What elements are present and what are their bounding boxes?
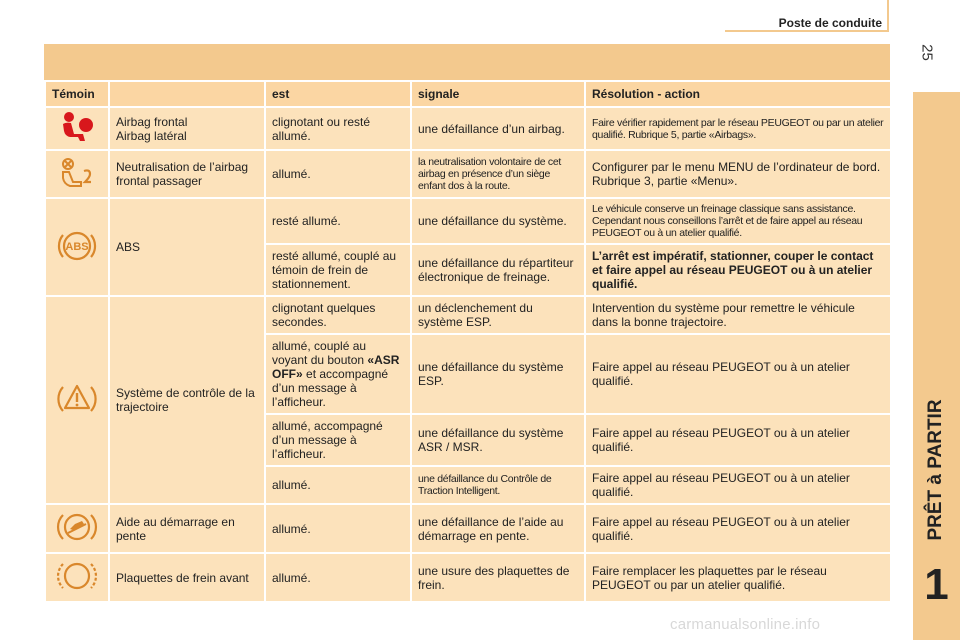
abs-signale-2: une défaillance du répartiteur électronique de freinage. (411, 244, 585, 296)
passenger-airbag-cell (45, 150, 109, 198)
stability-control-warning-icon (55, 377, 99, 421)
esp-signale-2: une défaillance du système ESP. (411, 334, 585, 414)
passenger-airbag-off-icon (57, 156, 97, 190)
side-tab-label: PRÊT à PARTIR (925, 399, 946, 541)
brake-pads-icon (55, 556, 99, 596)
esp-resolution-3: Faire appel au réseau PEUGEOT ou à un atelier qualifié. (585, 414, 891, 466)
abs-name: ABS (109, 198, 265, 296)
brake-pads-est: allumé. (265, 553, 411, 602)
esp-signale-4: une défaillance du Contrôle de Traction Intelligent. (411, 466, 585, 504)
table-row-airbag (45, 107, 891, 150)
esp-asr-off-label: «ASR OFF» (272, 353, 400, 381)
esp-signale-1: un déclenchement du système ESP. (411, 296, 585, 334)
esp-cell (45, 296, 109, 504)
abs-est-1: resté allumé. (265, 198, 411, 244)
esp-est-3: allumé, accompagné d’un message à l’afficheur. (265, 414, 411, 466)
header-blank (109, 81, 265, 107)
header-rule (725, 30, 887, 32)
brake-pads-cell (45, 553, 109, 602)
abs-resolution-2: L’arrêt est impératif, stationner, couper le contact et faire appel au réseau PEUGEOT ou à un atelier qualifié. (585, 244, 891, 296)
header-vertical-rule (887, 0, 889, 32)
table-header-row (45, 81, 891, 107)
brake-pads-signale: une usure des plaquettes de frein. (411, 553, 585, 602)
hill-start-signale: une défaillance de l’aide au démarrage en pente. (411, 504, 585, 553)
passenger-airbag-est: allumé. (265, 150, 411, 198)
passenger-airbag-name: Neutralisation de l’airbag frontal passager (109, 150, 265, 198)
esp-name: Système de contrôle de la trajectoire (109, 296, 265, 504)
passenger-airbag-signale: la neutralisation volontaire de cet airbag en présence d’un siège enfant dos à la route. (411, 150, 585, 198)
header-title: Poste de conduite (778, 16, 882, 30)
hill-start-cell (45, 504, 109, 553)
header-temoin: Témoin (45, 81, 109, 107)
brake-pads-resolution: Faire remplacer les plaquettes par le réseau PEUGEOT ou par un atelier qualifié. (585, 553, 891, 602)
esp-signale-3: une défaillance du système ASR / MSR. (411, 414, 585, 466)
airbag-name: Airbag frontal Airbag latéral (109, 107, 265, 150)
abs-signale-1: une défaillance du système. (411, 198, 585, 244)
header-est: est (265, 81, 411, 107)
table-row-esp-1 (45, 296, 891, 334)
abs-est-2: resté allumé, couplé au témoin de frein de stationnement. (265, 244, 411, 296)
table-row-passenger-airbag (45, 150, 891, 198)
airbag-cell (45, 107, 109, 150)
esp-est-2-text-c: et accompagné d’un message à l’afficheur. (272, 367, 389, 409)
airbag-icon (58, 110, 96, 144)
abs-cell (45, 198, 109, 296)
chapter-number: 1 (924, 560, 949, 609)
airbag-est: clignotant ou resté allumé. (265, 107, 411, 150)
hill-start-resolution: Faire appel au réseau PEUGEOT ou à un atelier qualifié. (585, 504, 891, 553)
table-row-abs-1 (45, 198, 891, 244)
abs-icon-text: ABS (65, 240, 89, 253)
esp-resolution-2: Faire appel au réseau PEUGEOT ou à un atelier qualifié. (585, 334, 891, 414)
passenger-airbag-resolution: Configurer par le menu MENU de l’ordinateur de bord. Rubrique 3, partie «Menu». (585, 150, 891, 198)
hill-start-assist-icon (55, 507, 99, 547)
esp-resolution-1: Intervention du système pour remettre le véhicule dans la bonne trajectoire. (585, 296, 891, 334)
watermark: carmanualsonline.info (670, 616, 821, 633)
page-number: 25 (918, 44, 936, 61)
esp-resolution-4: Faire appel au réseau PEUGEOT ou à un atelier qualifié. (585, 466, 891, 504)
brake-pads-name: Plaquettes de frein avant (109, 553, 265, 602)
abs-icon (55, 224, 99, 268)
table-row-brake-pads (45, 553, 891, 602)
esp-est-1: clignotant quelques secondes. (265, 296, 411, 334)
warning-lights-table (44, 44, 890, 603)
airbag-signale: une défaillance d’un airbag. (411, 107, 585, 150)
table-row-hill-start (45, 504, 891, 553)
airbag-resolution: Faire vérifier rapidement par le réseau PEUGEOT ou par un atelier qualifié. Rubrique 5, partie «Airbags». (585, 107, 891, 150)
header-signale: signale (411, 81, 585, 107)
abs-resolution-1: Le véhicule conserve un freinage classique sans assistance. Cependant nous conseillons l’arrêt et de faire appel au réseau PEUGEOT ou à un atelier qualifié. (585, 198, 891, 244)
hill-start-est: allumé. (265, 504, 411, 553)
esp-est-4: allumé. (265, 466, 411, 504)
esp-est-2 (265, 334, 411, 414)
header-resolution: Résolution - action (585, 81, 891, 107)
side-tab (913, 92, 960, 640)
esp-est-2-text-a: allumé, couplé au voyant du bouton (272, 339, 367, 367)
hill-start-name: Aide au démarrage en pente (109, 504, 265, 553)
